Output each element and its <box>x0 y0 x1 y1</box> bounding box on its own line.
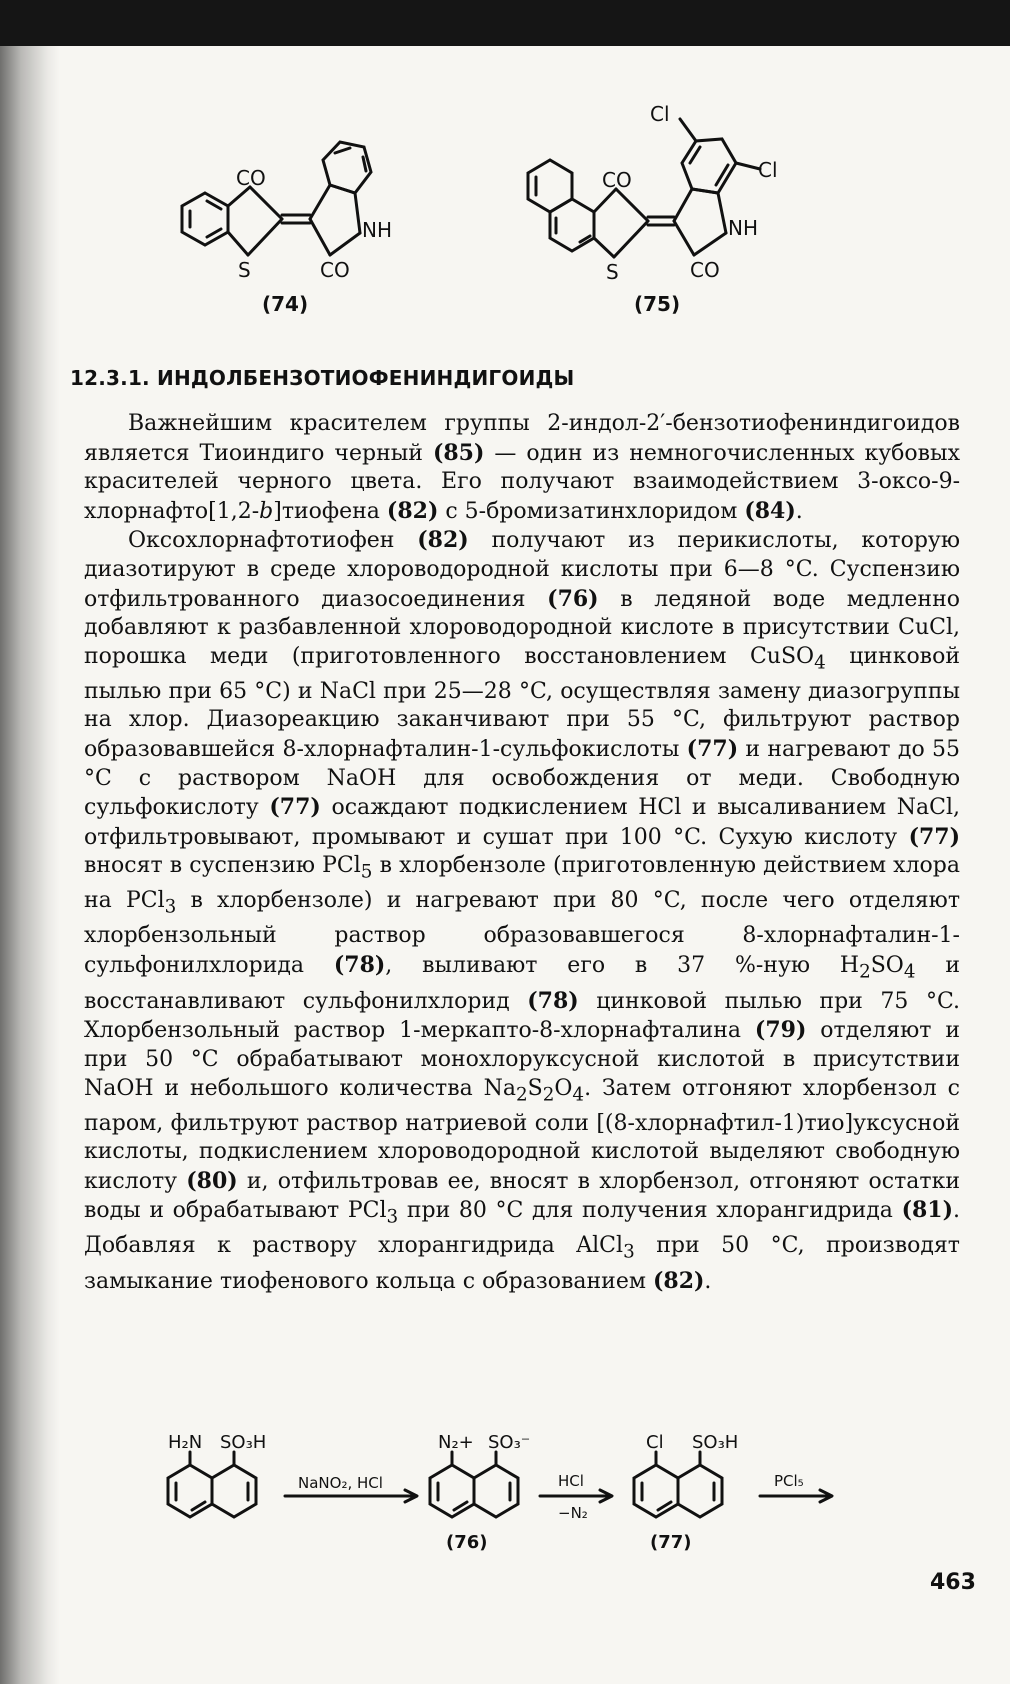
text-segment: Оксохлорнафтотиофен <box>128 528 418 554</box>
paragraph-2 <box>84 526 960 1297</box>
reagent-nano2-hcl: NaNO₂, HCl <box>298 1474 383 1492</box>
scan-binding-shadow <box>0 46 60 1684</box>
structure-74 <box>182 142 392 316</box>
text-segment: 3 <box>623 1241 635 1263</box>
text-segment: — один из немногочисленных кубовых красителей черного цвета. Его получают взаимодействием 3-оксо-9-хлорнафто[1,2- <box>84 440 960 524</box>
text-segment: Важнейшим красителем группы 2-индол-2′-бензотиофениндигоидов является Тиоиндиго черный <box>84 411 960 466</box>
text-segment: , выливают его в 37 %-ную H <box>385 952 860 978</box>
atom-co-top: CO <box>602 168 632 192</box>
text-segment: в хлорбензоле) и нагревают при 80 °C, после чего отделяют хлорбензольный раствор образовавшегося 8-хлорнафталин-1-сульфонилхлорида <box>84 888 961 978</box>
reaction-scheme <box>140 1430 880 1570</box>
compound-reference: (79) <box>754 1017 807 1044</box>
text-segment: и восстанавливают сульфонилхлорид <box>84 952 961 1014</box>
text-segment: 2 <box>542 1084 555 1106</box>
compound-reference: (82) <box>652 1268 705 1295</box>
compound-label-76: (76) <box>446 1532 488 1553</box>
compound-reference: (81) <box>901 1197 953 1224</box>
compound-reference: (78) <box>333 951 386 978</box>
text-segment: с 5-бромизатинхлоридом <box>438 498 745 524</box>
text-segment: вносят в суспензию PCl <box>84 853 361 879</box>
text-segment: и нагревают до 55 °C с раствором NaOH для освобождения от меди. Свободную сульфокислоту <box>84 736 960 821</box>
atom-s: S <box>606 260 619 284</box>
atom-co-bottom: CO <box>320 258 350 282</box>
text-segment: ]тиофена <box>273 498 387 524</box>
text-segment: . <box>704 1269 712 1295</box>
compound-reference: (82) <box>386 497 439 524</box>
atom-co-top: CO <box>236 166 266 190</box>
atom-cl-top: Cl <box>650 105 670 126</box>
compound-reference: (77) <box>908 823 960 850</box>
atom-cl-right: Cl <box>758 158 778 182</box>
text-segment: цинковой пылью при 75 °C. Хлорбензольный раствор 1-меркапто-8-хлорнафталина <box>84 988 960 1044</box>
atom-nh: NH <box>728 216 758 240</box>
text-segment: O <box>554 1075 573 1101</box>
compound-label-74: (74) <box>262 292 309 316</box>
text-segment: b <box>259 498 274 524</box>
substituent-cl: Cl <box>646 1432 664 1453</box>
text-segment: в хлорбензоле (приготовленную действием хлора на PCl <box>84 853 960 914</box>
body-text <box>84 410 960 1297</box>
text-segment: осаждают подкислением HCl и высаливанием NaCl, отфильтровывают, промывают и сушат при 100 °C. Сухую кислоту <box>84 795 961 850</box>
reagent-pcl5: PCl₅ <box>774 1472 804 1490</box>
text-segment: в ледяной воде медленно добавляют к разбавленной хлороводородной кислоте в присутствии CuCl, порошка меди (приготовленного восстановлением CuSO <box>84 586 960 669</box>
text-segment: 3 <box>386 1206 399 1228</box>
reagent-minus-n2: −N₂ <box>558 1504 588 1522</box>
structure-75 <box>528 105 778 316</box>
structure-naphthylamine-sulfonic-acid <box>168 1432 266 1517</box>
arrow-3 <box>760 1472 832 1502</box>
compound-reference: (82) <box>417 527 469 554</box>
top-structures-figure <box>150 105 830 325</box>
text-segment: . Затем отгоняют хлорбензол с паром, фильтруют раствор натриевой соли [(8-хлорнафтил-1)тио]уксусной кислоты, подкислением хлороводородной кислотой выделяют свободную кислоту <box>84 1075 960 1194</box>
text-segment: S <box>527 1075 543 1101</box>
text-segment: . <box>795 498 803 524</box>
text-segment: и, отфильтровав ее, вносят в хлорбензол, отгоняют остатки воды и обрабатывают PCl <box>84 1168 960 1224</box>
structure-76 <box>430 1432 530 1553</box>
scan-top-border <box>0 0 1010 46</box>
text-segment: 3 <box>164 896 177 918</box>
arrow-2 <box>540 1472 612 1522</box>
compound-reference: (85) <box>432 439 485 466</box>
compound-reference: (77) <box>269 794 321 821</box>
compound-reference: (80) <box>186 1167 238 1194</box>
compound-reference: (77) <box>686 735 739 762</box>
substituent-n2-plus: N₂+ <box>438 1432 474 1453</box>
compound-label-77: (77) <box>650 1532 692 1553</box>
substituent-so3-minus: SO₃⁻ <box>488 1432 531 1453</box>
text-segment: SO <box>870 952 904 978</box>
compound-label-75: (75) <box>634 292 681 316</box>
text-segment: цинковой пылью при 65 °C) и NaCl при 25—28 °C, осуществляя замену диазогруппы на хлор. Диазореакцию заканчивают при 55 °C, фильтруют раствор образовавшейся 8-хлорнафталин-1-сульфокислоты <box>84 643 960 762</box>
substituent-h2n: H₂N <box>168 1432 203 1453</box>
text-segment: 2 <box>859 961 871 983</box>
reagent-hcl: HCl <box>558 1472 584 1490</box>
page-number: 463 <box>930 1570 976 1595</box>
text-segment: 4 <box>814 652 826 674</box>
text-segment: 5 <box>360 861 373 883</box>
text-segment: . Добавляя к раствору хлорангидрида AlCl <box>84 1198 960 1259</box>
substituent-so3h: SO₃H <box>220 1432 267 1453</box>
paragraph-1 <box>84 410 960 526</box>
structure-77 <box>634 1432 738 1553</box>
arrow-1 <box>285 1474 417 1502</box>
text-segment: получают из перикислоты, которую диазотируют в среде хлороводородной кислоты при 6—8 °C. Суспензию отфильтрованного диазосоединения <box>84 528 961 612</box>
text-segment: 4 <box>903 961 916 983</box>
compound-reference: (84) <box>744 497 796 524</box>
atom-co-bottom: CO <box>690 258 720 282</box>
atom-nh: NH <box>362 218 392 242</box>
text-segment: при 80 °C для получения хлорангидрида <box>398 1198 902 1224</box>
atom-s: S <box>238 258 251 282</box>
text-segment: при 50 °C, производят замыкание тиофенового кольца с образованием <box>84 1233 960 1295</box>
compound-reference: (78) <box>527 987 579 1014</box>
substituent-so3h: SO₃H <box>692 1432 739 1453</box>
compound-reference: (76) <box>547 585 599 612</box>
text-segment: 4 <box>572 1084 585 1106</box>
section-heading: 12.3.1. ИНДОЛБЕНЗОТИОФЕНИНДИГОИДЫ <box>70 366 575 390</box>
text-segment: отделяют и при 50 °C обрабатывают монохлоруксусной кислотой в присутствии NaOH и небольшого количества Na <box>84 1018 960 1101</box>
text-segment: 2 <box>515 1084 528 1106</box>
